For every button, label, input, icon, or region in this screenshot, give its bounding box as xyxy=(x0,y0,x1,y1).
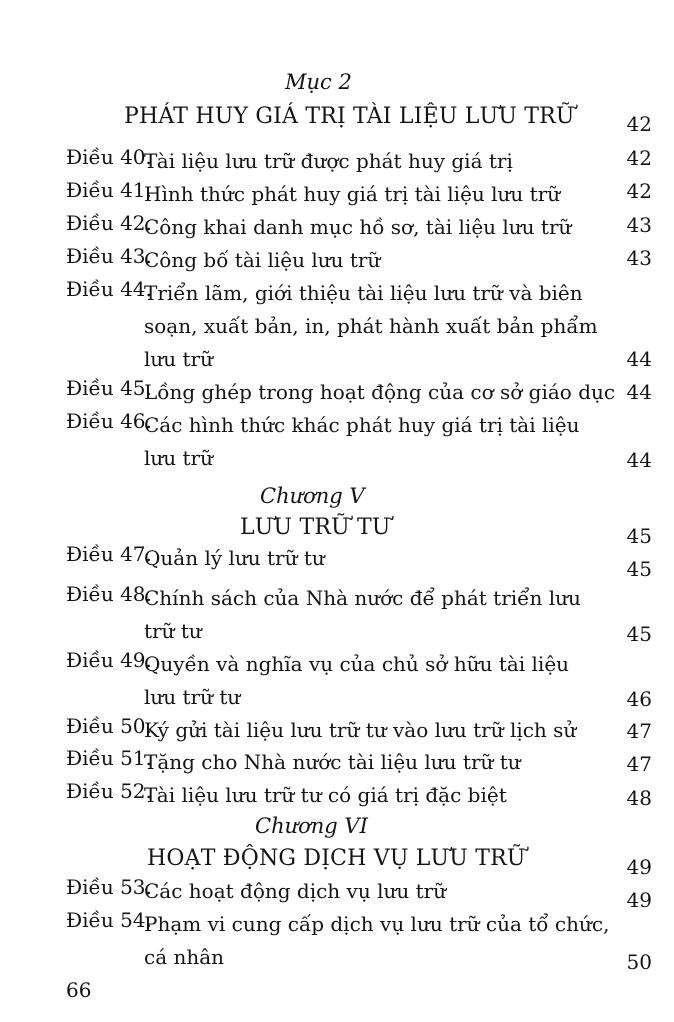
chapter-label: Chương VI xyxy=(255,814,368,838)
entry-title-line: Hình thức phát huy giá trị tài liệu lưu trữ xyxy=(144,182,561,206)
section-page: 42 xyxy=(626,112,652,136)
entry-number: Điều 48. xyxy=(66,582,152,606)
entry-page: 42 xyxy=(626,179,652,203)
entry-number: Điều 40. xyxy=(66,145,152,169)
entry-number: Điều 46. xyxy=(66,409,152,433)
entry-page: 45 xyxy=(626,622,652,646)
entry-page: 43 xyxy=(626,213,652,237)
entry-page: 47 xyxy=(626,719,652,743)
toc-entry xyxy=(66,409,646,475)
entry-page: 44 xyxy=(626,380,652,404)
toc-entry xyxy=(66,542,646,575)
entry-number: Điều 47. xyxy=(66,542,152,566)
page-number: 66 xyxy=(66,978,92,1002)
toc-entry xyxy=(66,714,646,747)
entry-number: Điều 44. xyxy=(66,277,152,301)
entry-number: Điều 49. xyxy=(66,648,152,672)
chapter-label: Chương V xyxy=(260,484,365,508)
entry-title-line: Tài liệu lưu trữ được phát huy giá trị xyxy=(144,149,513,173)
chapter-page: 45 xyxy=(626,524,652,548)
entry-title-line: Công khai danh mục hồ sơ, tài liệu lưu trữ xyxy=(144,215,572,239)
toc-entry xyxy=(66,376,646,409)
entry-number: Điều 43. xyxy=(66,244,152,268)
entry-number: Điều 52. xyxy=(66,779,152,803)
entry-title-line: Triển lãm, giới thiệu tài liệu lưu trữ và biên xyxy=(144,281,583,305)
entry-title-line: Các hoạt động dịch vụ lưu trữ xyxy=(144,879,447,903)
entry-title-line: Quản lý lưu trữ tư xyxy=(144,546,325,570)
entry-number: Điều 45. xyxy=(66,376,152,400)
entry-title-line: Chính sách của Nhà nước để phát triển lưu xyxy=(144,586,581,610)
entry-number: Điều 53. xyxy=(66,875,152,899)
chapter-title: HOẠT ĐỘNG DỊCH VỤ LƯU TRỮ xyxy=(147,846,526,871)
entry-page: 44 xyxy=(626,448,652,472)
entry-page: 46 xyxy=(626,687,652,711)
entry-title-line: lưu trữ tư xyxy=(144,685,241,709)
toc-entry xyxy=(66,244,646,277)
entry-page: 50 xyxy=(626,950,652,974)
entry-number: Điều 50. xyxy=(66,714,152,738)
toc-entry xyxy=(66,277,646,376)
toc-entry xyxy=(66,582,646,648)
entry-title-line: Lồng ghép trong hoạt động của cơ sở giáo dục xyxy=(144,380,616,404)
toc-entry xyxy=(66,908,646,974)
entry-title-line: Ký gửi tài liệu lưu trữ tư vào lưu trữ lịch sử xyxy=(144,718,577,742)
entry-number: Điều 41. xyxy=(66,178,152,202)
entry-title-line: Tài liệu lưu trữ tư có giá trị đặc biệt xyxy=(144,783,507,807)
entry-title-line: trữ tư xyxy=(144,619,202,643)
toc-entry xyxy=(66,875,646,908)
toc-entry xyxy=(66,178,646,211)
entry-page: 42 xyxy=(626,146,652,170)
toc-entry xyxy=(66,211,646,244)
entry-page: 48 xyxy=(626,786,652,810)
entry-title-line: cá nhân xyxy=(144,945,225,969)
toc-entry xyxy=(66,746,646,779)
entry-title-line: Tặng cho Nhà nước tài liệu lưu trữ tư xyxy=(144,750,521,774)
chapter-title: LƯU TRỮ TƯ xyxy=(240,515,391,540)
entry-number: Điều 42. xyxy=(66,211,152,235)
entry-page: 45 xyxy=(626,557,652,581)
toc-entry xyxy=(66,145,646,178)
entry-number: Điều 54. xyxy=(66,908,152,932)
entry-page: 43 xyxy=(626,246,652,270)
entry-title-line: soạn, xuất bản, in, phát hành xuất bản phẩm xyxy=(144,314,598,338)
entry-title-line: Công bố tài liệu lưu trữ xyxy=(144,248,381,272)
toc-entry xyxy=(66,779,646,812)
entry-title-line: lưu trữ xyxy=(144,347,213,371)
entry-number: Điều 51. xyxy=(66,746,152,770)
section-title: PHÁT HUY GIÁ TRỊ TÀI LIỆU LƯU TRỮ xyxy=(124,104,575,129)
entry-title-line: lưu trữ xyxy=(144,446,213,470)
section-label: Mục 2 xyxy=(285,70,352,94)
entry-title-line: Phạm vi cung cấp dịch vụ lưu trữ của tổ chức, xyxy=(144,912,610,936)
entry-title-line: Các hình thức khác phát huy giá trị tài liệu xyxy=(144,413,580,437)
chapter-page: 49 xyxy=(626,855,652,879)
toc-entry xyxy=(66,648,646,714)
entry-page: 44 xyxy=(626,347,652,371)
entry-page: 47 xyxy=(626,752,652,776)
entry-title-line: Quyền và nghĩa vụ của chủ sở hữu tài liệu xyxy=(144,652,570,676)
entry-page: 49 xyxy=(626,888,652,912)
